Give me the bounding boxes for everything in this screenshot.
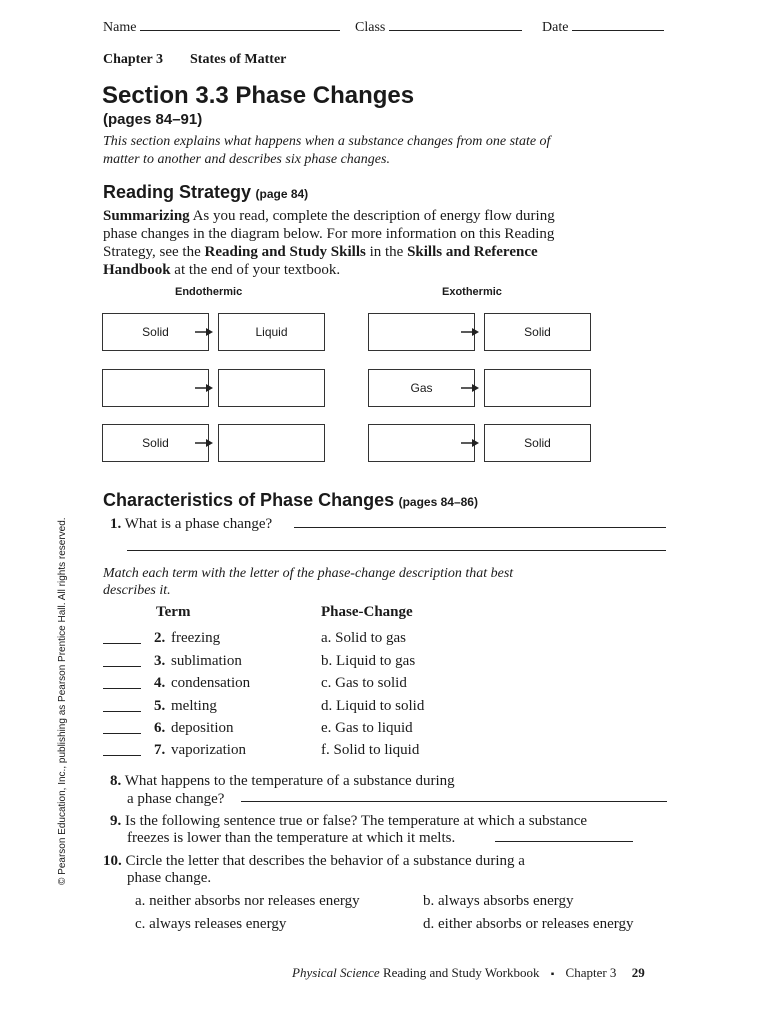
chapter-number: Chapter 3	[103, 52, 164, 67]
term-number: 7.	[154, 742, 166, 758]
characteristics-pages: (pages 84–86)	[398, 495, 478, 509]
q1-text: What is a phase change?	[124, 516, 273, 532]
matching-row	[103, 628, 583, 648]
q8-answer-line[interactable]	[241, 801, 667, 802]
section-title: Section 3.3 Phase Changes	[102, 82, 415, 109]
endo-row2-left-box[interactable]	[102, 369, 209, 407]
class-blank[interactable]	[389, 18, 522, 31]
exo-row2-left-box[interactable]: Gas	[368, 369, 475, 407]
term-name: deposition	[171, 720, 234, 736]
q8-line-2: a phase change?	[127, 791, 225, 807]
phase-description: e. Gas to liquid	[321, 720, 413, 736]
q10-option-c[interactable]: c. always releases energy	[135, 916, 287, 932]
q9-line-1: Is the following sentence true or false? The temperature at which a substance	[125, 813, 588, 829]
q8-number: 8.	[110, 773, 122, 789]
section-intro: This section explains what happens when a substance changes from one state of matter to another and describes six phase changes.	[103, 134, 551, 167]
footer-book-italic: Physical Science	[292, 965, 380, 980]
phase-description: b. Liquid to gas	[321, 653, 416, 669]
endo-row2-right-box[interactable]	[218, 369, 325, 407]
exo-row2-right-box[interactable]	[484, 369, 591, 407]
footer-bullet: ▪	[550, 969, 555, 980]
question-9	[110, 812, 587, 830]
rs-text-2: in the	[365, 244, 408, 260]
arrow-right-icon	[195, 383, 213, 393]
q10-option-a[interactable]: a. neither absorbs nor releases energy	[135, 893, 360, 909]
date-blank[interactable]	[572, 18, 664, 31]
date-label: Date	[542, 20, 569, 35]
answer-blank[interactable]	[103, 654, 141, 667]
arrow-right-icon	[461, 383, 479, 393]
q8-line-1: What happens to the temperature of a substance during	[124, 773, 455, 789]
term-name: vaporization	[171, 742, 246, 758]
exo-row3-right-box[interactable]: Solid	[484, 424, 591, 462]
reading-strategy-heading	[103, 182, 308, 203]
date-field[interactable]	[542, 18, 664, 36]
exo-row1-right-box[interactable]: Solid	[484, 313, 591, 351]
question-1	[110, 515, 272, 533]
question-10	[103, 852, 525, 870]
term-number: 5.	[154, 698, 166, 714]
question-8	[110, 772, 455, 790]
phase-description: c. Gas to solid	[321, 675, 407, 691]
q10-line-1: Circle the letter that describes the behavior of a substance during a	[125, 853, 525, 869]
name-field[interactable]	[103, 18, 340, 36]
class-label: Class	[355, 20, 386, 35]
reading-strategy-pages: (page 84)	[255, 187, 309, 201]
term-number: 2.	[154, 630, 166, 646]
q10-line-2: phase change.	[127, 870, 212, 886]
section-pages: (pages 84–91)	[103, 111, 203, 128]
answer-blank[interactable]	[103, 676, 141, 689]
answer-blank[interactable]	[103, 631, 141, 644]
term-name: condensation	[171, 675, 251, 691]
page-number: 29	[631, 965, 645, 980]
endothermic-label: Endothermic	[175, 286, 243, 298]
class-field[interactable]	[355, 18, 522, 36]
reading-strategy-title: Reading Strategy	[103, 182, 252, 202]
q9-line-2: freezes is lower than the temperature at which it melts.	[127, 830, 456, 846]
term-header: Term	[156, 604, 191, 620]
q9-number: 9.	[110, 813, 122, 829]
q10-option-b[interactable]: b. always absorbs energy	[423, 893, 574, 909]
exothermic-label: Exothermic	[442, 286, 502, 298]
q1-number: 1.	[110, 516, 122, 532]
term-name: sublimation	[171, 653, 242, 669]
term-number: 3.	[154, 653, 166, 669]
q1-answer-line-1[interactable]	[294, 527, 666, 528]
arrow-right-icon	[195, 438, 213, 448]
summarizing-lead: Summarizing	[103, 208, 190, 224]
term-number: 6.	[154, 720, 166, 736]
phase-change-header: Phase-Change	[321, 604, 413, 620]
rs-bold-2: Skills and Reference Handbook	[103, 244, 538, 278]
q9-answer-line[interactable]	[495, 841, 633, 842]
footer-chapter: Chapter 3	[565, 965, 617, 980]
term-name: melting	[171, 698, 217, 714]
rs-text-1: As you read, complete the description of energy flow during phase changes in the diagram below. For more information on this Reading Strategy, see the	[103, 208, 555, 260]
reading-strategy-text	[103, 207, 575, 279]
matching-row	[103, 673, 583, 693]
rs-text-3: at the end of your textbook.	[170, 262, 341, 278]
endo-row3-left-box[interactable]: Solid	[102, 424, 209, 462]
exo-row3-left-box[interactable]	[368, 424, 475, 462]
term-name: freezing	[171, 630, 221, 646]
q10-option-d[interactable]: d. either absorbs or releases energy	[423, 916, 634, 932]
endo-row3-right-box[interactable]	[218, 424, 325, 462]
rs-bold-1: Reading and Study Skills	[204, 244, 366, 260]
matching-instructions: Match each term with the letter of the phase-change description that best describes it.	[103, 566, 514, 598]
arrow-right-icon	[195, 327, 213, 337]
endo-row1-right-box[interactable]: Liquid	[218, 313, 325, 351]
footer	[292, 965, 645, 981]
footer-book-rest: Reading and Study Workbook	[379, 965, 540, 980]
answer-blank[interactable]	[103, 721, 141, 734]
answer-blank[interactable]	[103, 743, 141, 756]
term-number: 4.	[154, 675, 166, 691]
characteristics-title: Characteristics of Phase Changes	[103, 490, 395, 510]
matching-row	[103, 718, 583, 738]
copyright-notice: © Pearson Education, Inc., publishing as Pearson Prentice Hall. All rights reserved.	[57, 517, 68, 885]
matching-row	[103, 651, 583, 671]
chapter-title: States of Matter	[190, 52, 287, 67]
phase-description: f. Solid to liquid	[321, 742, 420, 758]
exo-row1-left-box[interactable]	[368, 313, 475, 351]
q1-answer-line-2[interactable]	[127, 550, 666, 551]
q10-number: 10.	[103, 853, 122, 869]
matching-row	[103, 740, 583, 760]
phase-description: d. Liquid to solid	[321, 698, 425, 714]
characteristics-heading	[103, 490, 478, 511]
arrow-right-icon	[461, 438, 479, 448]
arrow-right-icon	[461, 327, 479, 337]
name-label: Name	[103, 20, 137, 35]
endo-row1-left-box[interactable]: Solid	[102, 313, 209, 351]
phase-description: a. Solid to gas	[321, 630, 406, 646]
answer-blank[interactable]	[103, 699, 141, 712]
matching-row	[103, 696, 583, 716]
name-blank[interactable]	[140, 18, 340, 31]
